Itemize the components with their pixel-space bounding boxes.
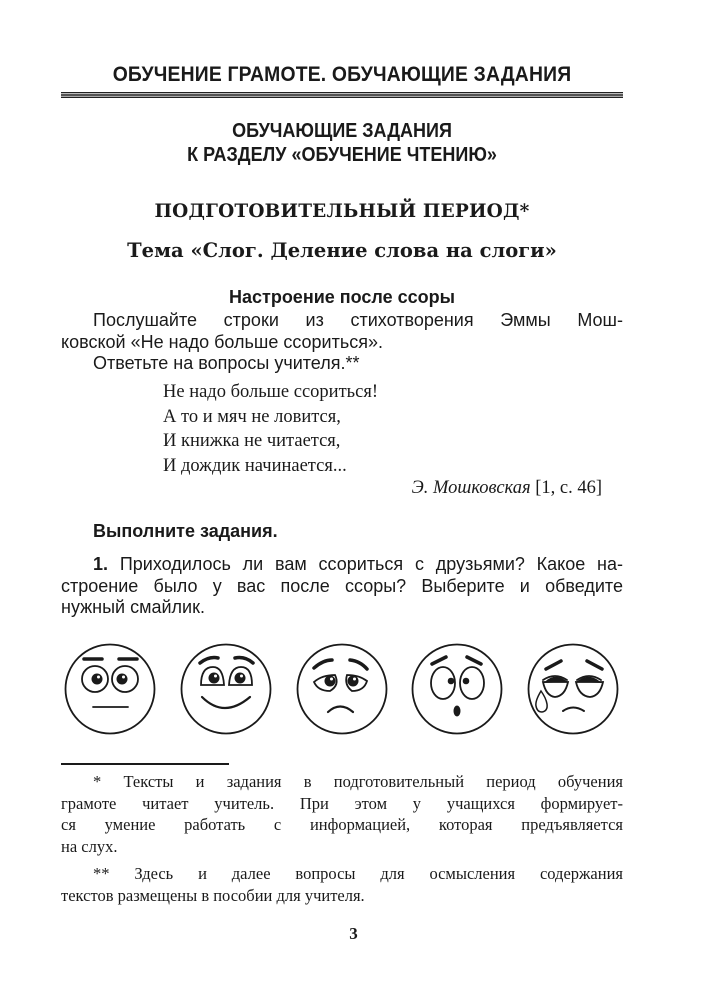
poem-author: Э. Мошковская (411, 478, 531, 498)
poem (163, 380, 378, 478)
surprised-face-icon[interactable] (413, 645, 502, 734)
page-number: 3 (349, 924, 358, 943)
neutral-face-icon[interactable] (66, 645, 155, 734)
running-head: ОБУЧЕНИЕ ГРАМОТЕ. ОБУЧАЮЩИЕ ЗАДАНИЯ (112, 62, 572, 86)
intro-line-1: Послушайте строки из стихотворения Эммы Мош- (93, 310, 623, 330)
poem-line: Не надо больше ссориться! (163, 382, 378, 402)
section-title-line-1: ОБУЧАЮЩИЕ ЗАДАНИЯ (232, 120, 452, 142)
poem-line: А то и мяч не ловится, (163, 406, 341, 427)
footnote-separator (61, 763, 229, 765)
footnote-1 (61, 771, 623, 857)
intro-line-3: Ответьте на вопросы учителя.** (93, 353, 360, 373)
crying-face-icon[interactable] (529, 645, 618, 734)
footnote-1-line: * Тексты и задания в подготовительный период обучения (93, 772, 623, 791)
footnote-2-line: текстов размещены в пособии для учителя. (61, 885, 365, 905)
intro-line-2: ковской «Не надо больше ссориться». (61, 331, 383, 352)
poem-line: И книжка не читается, (163, 431, 341, 451)
task-1-line-3: нужный смайлик. (61, 597, 205, 617)
header-double-rule (61, 92, 623, 98)
tasks-heading: Выполните задания. (93, 521, 278, 541)
footnotes (61, 771, 623, 906)
footnote-1-line: ся умение работать с информацией, которая предъявляется (61, 815, 623, 834)
poem-attribution (61, 478, 602, 499)
footnote-1-line: на слух. (61, 836, 118, 856)
poem-line: И дождик начинается... (163, 455, 347, 476)
task-number: 1. (93, 554, 109, 574)
poem-reference: [1, с. 46] (535, 478, 602, 498)
sad-face-icon[interactable] (298, 645, 387, 734)
period-title: ПОДГОТОВИТЕЛЬНЫЙ ПЕРИОД* (154, 201, 530, 222)
footnote-1-line: грамоте читает учитель. При этом у учащихся формирует- (61, 793, 623, 813)
footnote-2-line: ** Здесь и далее вопросы для осмысления содержания (93, 864, 623, 883)
footnote-2 (61, 863, 623, 906)
task-1 (61, 554, 623, 619)
section-title (89, 119, 595, 167)
intro-paragraph (61, 310, 623, 375)
task-1-line-2: строение было у вас после ссоры? Выберите и обведите (61, 575, 623, 596)
task-1-line-1 (61, 554, 623, 576)
task-1-text: Приходилось ли вам ссориться с друзьями? Какое на- (119, 554, 623, 574)
section-title-line-2: К РАЗДЕЛУ «ОБУЧЕНИЕ ЧТЕНИЮ» (187, 144, 497, 166)
happy-face-icon[interactable] (182, 645, 271, 734)
topic-title: Тема «Слог. Деление слова на слоги» (127, 239, 557, 262)
text-title: Настроение после ссоры (228, 287, 456, 307)
